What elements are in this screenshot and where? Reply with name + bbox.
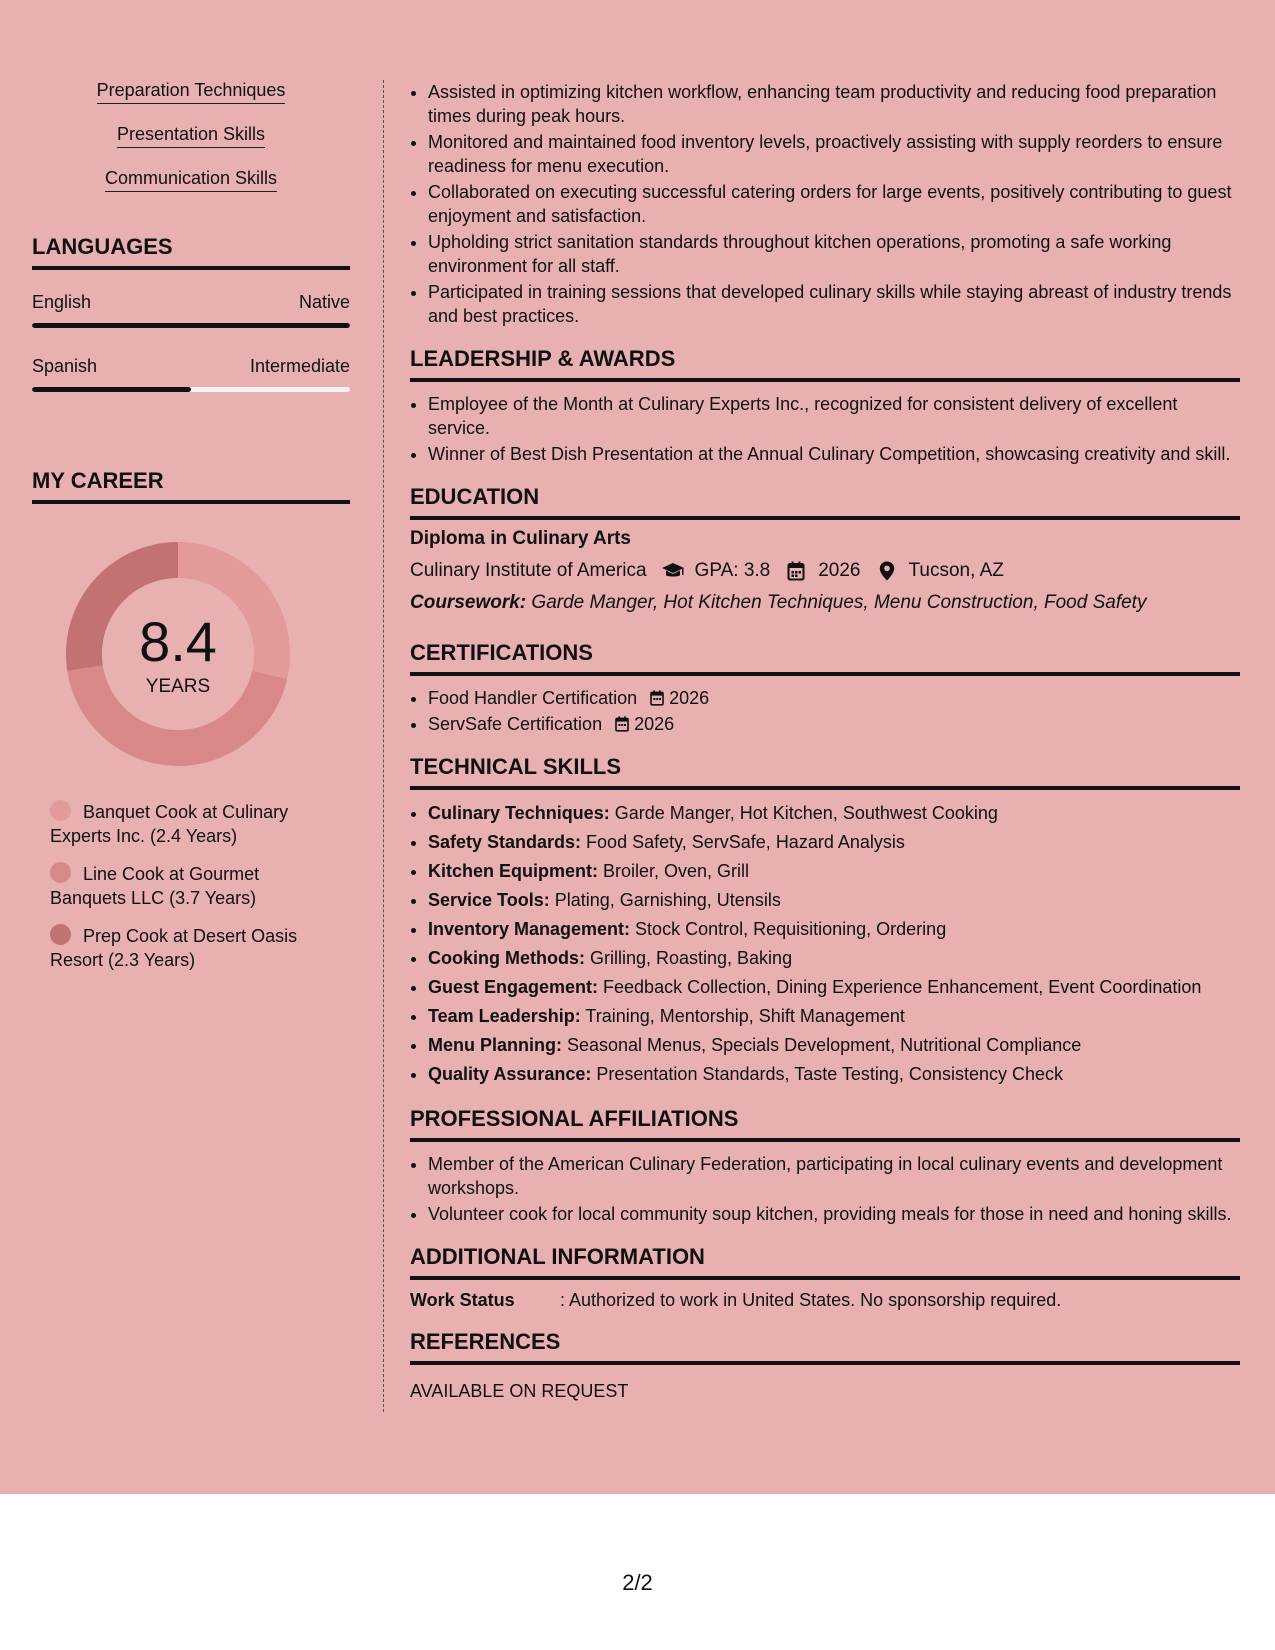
technical-skill-item xyxy=(428,974,1240,1001)
technical-skill-item xyxy=(428,945,1240,972)
coursework-list: Garde Manger, Hot Kitchen Techniques, Menu Construction, Food Safety xyxy=(526,592,1147,613)
skill-values: Grilling, Roasting, Baking xyxy=(584,948,793,968)
career-legend-item xyxy=(50,862,320,910)
calendar-icon xyxy=(784,561,808,581)
graduation-cap-icon xyxy=(661,561,685,581)
career-legend-item xyxy=(50,800,320,848)
language-bar xyxy=(32,323,350,328)
affiliation-item: • Member of the American Culinary Federation, participating in local culinary events and development workshops. xyxy=(428,1152,1240,1200)
experience-bullet: • Collaborated on executing successful catering orders for large events, positively contributing to guest enjoyment and satisfaction. xyxy=(428,180,1240,228)
certification-year: 2026 xyxy=(669,688,710,708)
references-section xyxy=(410,1329,1240,1402)
skill-category: Guest Engagement: xyxy=(428,977,599,997)
certification-name: ServSafe Certification xyxy=(428,714,603,734)
legend-label: Banquet Cook at Culinary Experts Inc. (2.4 Years) xyxy=(50,802,289,846)
legend-dot-icon xyxy=(50,862,71,883)
language-english xyxy=(32,292,350,328)
additional-info-section xyxy=(410,1244,1240,1311)
technical-skill-item xyxy=(428,800,1240,827)
certifications-section xyxy=(410,640,1240,736)
education-gpa: GPA: 3.8 xyxy=(694,560,771,581)
experience-bullets xyxy=(410,80,1240,328)
skill-category: Kitchen Equipment: xyxy=(428,861,598,881)
skill-values: Plating, Garnishing, Utensils xyxy=(549,890,781,910)
technical-skill-item xyxy=(428,1061,1240,1088)
certification-year: 2026 xyxy=(634,714,675,734)
language-level: Native xyxy=(298,292,350,312)
language-spanish xyxy=(32,356,350,392)
skill-label: Presentation Skills xyxy=(117,124,265,148)
technical-skill-item xyxy=(428,887,1240,914)
leadership-item: • Employee of the Month at Culinary Experts Inc., recognized for consistent delivery of excellent service. xyxy=(428,392,1240,440)
skill-category: Quality Assurance: xyxy=(428,1064,592,1084)
education-section xyxy=(410,484,1240,614)
language-level: Intermediate xyxy=(249,356,350,376)
technical-skill-item xyxy=(428,916,1240,943)
language-bar xyxy=(32,387,350,392)
affiliation-item: • Volunteer cook for local community soup kitchen, providing meals for those in need and honing skills. xyxy=(428,1202,1240,1226)
language-bar-fill xyxy=(32,323,350,328)
work-status-value: : Authorized to work in United States. No sponsorship required. xyxy=(560,1290,1062,1310)
sidebar xyxy=(32,80,350,986)
skill-item xyxy=(32,124,350,148)
leadership-section xyxy=(410,346,1240,466)
legend-dot-icon xyxy=(50,800,71,821)
map-pin-icon xyxy=(875,561,899,581)
affiliations-section xyxy=(410,1106,1240,1226)
column-divider xyxy=(383,80,384,1412)
work-status-label: Work Status xyxy=(410,1290,515,1310)
language-name: Spanish xyxy=(32,356,98,376)
skill-category: Team Leadership: xyxy=(428,1006,581,1026)
affiliations-heading: PROFESSIONAL AFFILIATIONS xyxy=(410,1106,1240,1142)
skill-values: Training, Mentorship, Shift Management xyxy=(580,1006,905,1026)
education-location: Tucson, AZ xyxy=(908,560,1004,581)
work-status-row xyxy=(410,1290,1240,1311)
main-content xyxy=(410,80,1240,1402)
career-years-label: YEARS xyxy=(145,676,211,697)
career-total-years: 8.4 xyxy=(139,610,217,673)
technical-skills-section xyxy=(410,754,1240,1088)
additional-info-heading: ADDITIONAL INFORMATION xyxy=(410,1244,1240,1280)
skill-values: Broiler, Oven, Grill xyxy=(598,861,750,881)
skill-category: Safety Standards: xyxy=(428,832,582,852)
references-heading: REFERENCES xyxy=(410,1329,1240,1365)
certification-name: Food Handler Certification xyxy=(428,688,638,708)
experience-bullet: • Participated in training sessions that developed culinary skills while staying abreast of industry trends and best practices. xyxy=(428,280,1240,328)
career-legend xyxy=(50,800,350,972)
languages-heading: LANGUAGES xyxy=(32,234,350,270)
education-details xyxy=(410,560,1240,582)
legend-label: Prep Cook at Desert Oasis Resort (2.3 Years) xyxy=(50,926,298,970)
language-bar-fill xyxy=(32,387,191,392)
education-school: Culinary Institute of America xyxy=(410,560,647,581)
skill-label: Communication Skills xyxy=(105,168,277,192)
career-donut-chart xyxy=(66,542,290,766)
language-name: English xyxy=(32,292,92,312)
experience-bullet: • Assisted in optimizing kitchen workflow, enhancing team productivity and reducing food preparation times during peak hours. xyxy=(428,80,1240,128)
career-heading: MY CAREER xyxy=(32,468,350,504)
skill-item xyxy=(32,80,350,104)
certification-item xyxy=(428,686,1240,710)
technical-skill-item xyxy=(428,1003,1240,1030)
calendar-icon xyxy=(649,690,665,706)
skill-values: Seasonal Menus, Specials Development, Nutritional Compliance xyxy=(562,1035,1082,1055)
skill-values: Stock Control, Requisitioning, Ordering xyxy=(630,919,947,939)
page-number: 2/2 xyxy=(622,1570,653,1595)
coursework-label: Coursework: xyxy=(410,592,527,613)
skill-values: Food Safety, ServSafe, Hazard Analysis xyxy=(581,832,905,852)
skill-item xyxy=(32,168,350,192)
technical-skill-item xyxy=(428,829,1240,856)
technical-skills-heading: TECHNICAL SKILLS xyxy=(410,754,1240,790)
skill-category: Cooking Methods: xyxy=(428,948,585,968)
skill-category: Menu Planning: xyxy=(428,1035,562,1055)
references-text: AVAILABLE ON REQUEST xyxy=(410,1381,629,1401)
skill-values: Presentation Standards, Taste Testing, Consistency Check xyxy=(591,1064,1063,1084)
skill-values: Garde Manger, Hot Kitchen, Southwest Cooking xyxy=(609,803,998,823)
career-legend-item xyxy=(50,924,320,972)
certification-item xyxy=(428,712,1240,736)
calendar-icon xyxy=(614,716,630,732)
technical-skill-item xyxy=(428,1032,1240,1059)
legend-label: Line Cook at Gourmet Banquets LLC (3.7 Years) xyxy=(50,864,260,908)
skills-list xyxy=(32,80,350,192)
legend-dot-icon xyxy=(50,924,71,945)
experience-bullet: • Monitored and maintained food inventory levels, proactively assisting with supply reorders to ensure readiness for menu execution. xyxy=(428,130,1240,178)
education-coursework xyxy=(410,592,1240,614)
leadership-item: • Winner of Best Dish Presentation at the Annual Culinary Competition, showcasing creativity and skill. xyxy=(428,442,1240,466)
technical-skill-item xyxy=(428,858,1240,885)
skill-values: Feedback Collection, Dining Experience Enhancement, Event Coordination xyxy=(598,977,1202,997)
education-degree: Diploma in Culinary Arts xyxy=(410,528,631,549)
experience-bullet: • Upholding strict sanitation standards throughout kitchen operations, promoting a safe working environment for all staff. xyxy=(428,230,1240,278)
skill-label: Preparation Techniques xyxy=(97,80,286,104)
skill-category: Culinary Techniques: xyxy=(428,803,610,823)
leadership-heading: LEADERSHIP & AWARDS xyxy=(410,346,1240,382)
certifications-heading: CERTIFICATIONS xyxy=(410,640,1240,676)
skill-category: Inventory Management: xyxy=(428,919,631,939)
skill-category: Service Tools: xyxy=(428,890,550,910)
education-year: 2026 xyxy=(818,560,861,581)
education-heading: EDUCATION xyxy=(410,484,1240,520)
